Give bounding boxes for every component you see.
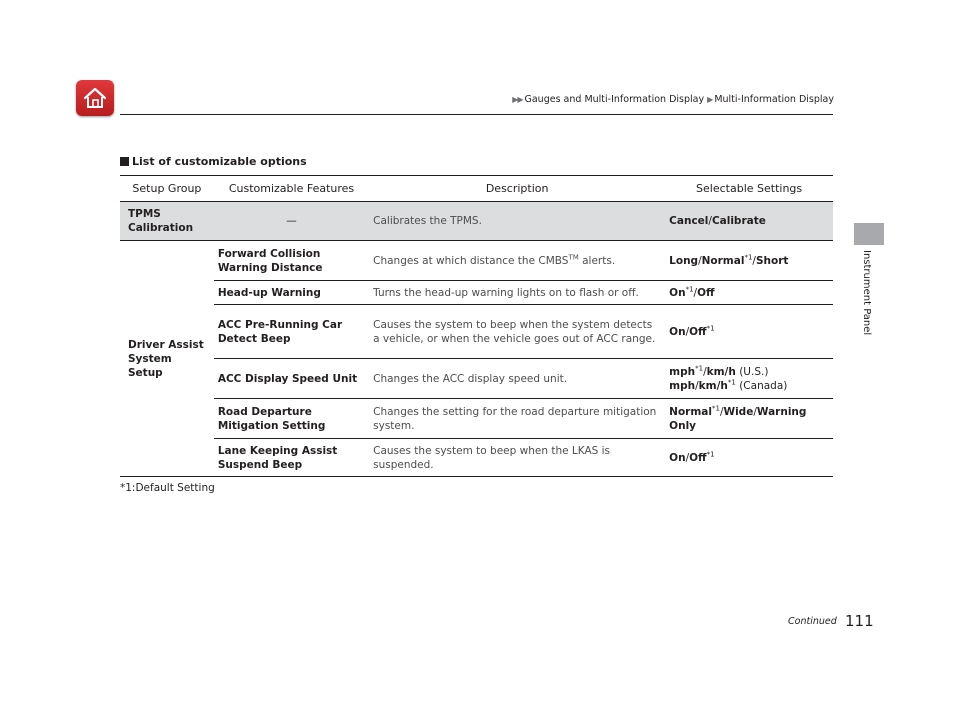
feature-cell: Road Departure Mitigation Setting — [214, 399, 369, 439]
table-row — [120, 439, 833, 477]
settings-cell: On/Off$^{*1}$ — [665, 439, 833, 477]
table-row — [120, 359, 833, 399]
table-row — [120, 305, 833, 359]
table-row — [120, 399, 833, 439]
description-cell: Changes the ACC display speed unit. — [369, 359, 665, 399]
home-icon — [82, 86, 108, 110]
description-cell: Calibrates the TPMS. — [369, 202, 665, 241]
description-cell: Changes at which distance the CMBS™ alerts. — [369, 241, 665, 281]
table-row — [120, 202, 833, 241]
footnote: *1:Default Setting — [120, 482, 215, 494]
settings-cell: mph$^{*1}$/km/h (U.S.) mph/$km/h^{*1}$ (Canada) — [665, 359, 833, 399]
breadcrumb-link-2[interactable]: Multi-Information Display — [714, 94, 834, 105]
breadcrumb — [512, 94, 834, 105]
setup-group-tpms: TPMS Calibration — [120, 202, 214, 241]
breadcrumb-arrow-icon: ▶▶ — [512, 95, 523, 104]
square-bullet-icon — [120, 157, 129, 166]
page-number: 111 — [845, 612, 874, 630]
section-title: List of customizable options — [120, 155, 307, 168]
feature-cell: Lane Keeping Assist Suspend Beep — [214, 439, 369, 477]
chapter-tab[interactable] — [854, 223, 884, 245]
settings-cell: On/Off$^{*1}$ — [665, 305, 833, 359]
header-selectable-settings: Selectable Settings — [665, 176, 833, 202]
settings-cell: Long/Normal$^{*1}$/Short — [665, 241, 833, 281]
continued-label: Continued — [788, 616, 837, 627]
description-cell: Changes the setting for the road departure mitigation system. — [369, 399, 665, 439]
settings-cell: On$^{*1}$/Off — [665, 281, 833, 305]
breadcrumb-link-1[interactable]: Gauges and Multi-Information Display — [524, 94, 705, 105]
chapter-tab-label: Instrument Panel — [861, 250, 872, 336]
setup-group-driver-assist: Driver Assist System Setup — [120, 241, 214, 477]
header-setup-group: Setup Group — [120, 176, 214, 202]
feature-cell: — — [214, 202, 369, 241]
feature-cell: Forward Collision Warning Distance — [214, 241, 369, 281]
header-divider — [120, 114, 833, 115]
feature-cell: ACC Pre-Running Car Detect Beep — [214, 305, 369, 359]
table-row — [120, 241, 833, 281]
feature-cell: ACC Display Speed Unit — [214, 359, 369, 399]
header-customizable-features: Customizable Features — [214, 176, 369, 202]
table-header-row — [120, 176, 833, 202]
description-cell: Causes the system to beep when the LKAS is suspended. — [369, 439, 665, 477]
settings-cell: Cancel/Calibrate — [665, 202, 833, 241]
settings-cell: Normal$^{*1}$/Wide/Warning Only — [665, 399, 833, 439]
home-button[interactable] — [76, 80, 114, 116]
feature-cell: Head-up Warning — [214, 281, 369, 305]
description-cell: Causes the system to beep when the system detects a vehicle, or when the vehicle goes out of ACC range. — [369, 305, 665, 359]
description-cell: Turns the head-up warning lights on to flash or off. — [369, 281, 665, 305]
header-description: Description — [369, 176, 665, 202]
breadcrumb-separator-icon: ▶ — [707, 95, 713, 104]
customizable-options-table — [120, 175, 833, 477]
table-row — [120, 281, 833, 305]
